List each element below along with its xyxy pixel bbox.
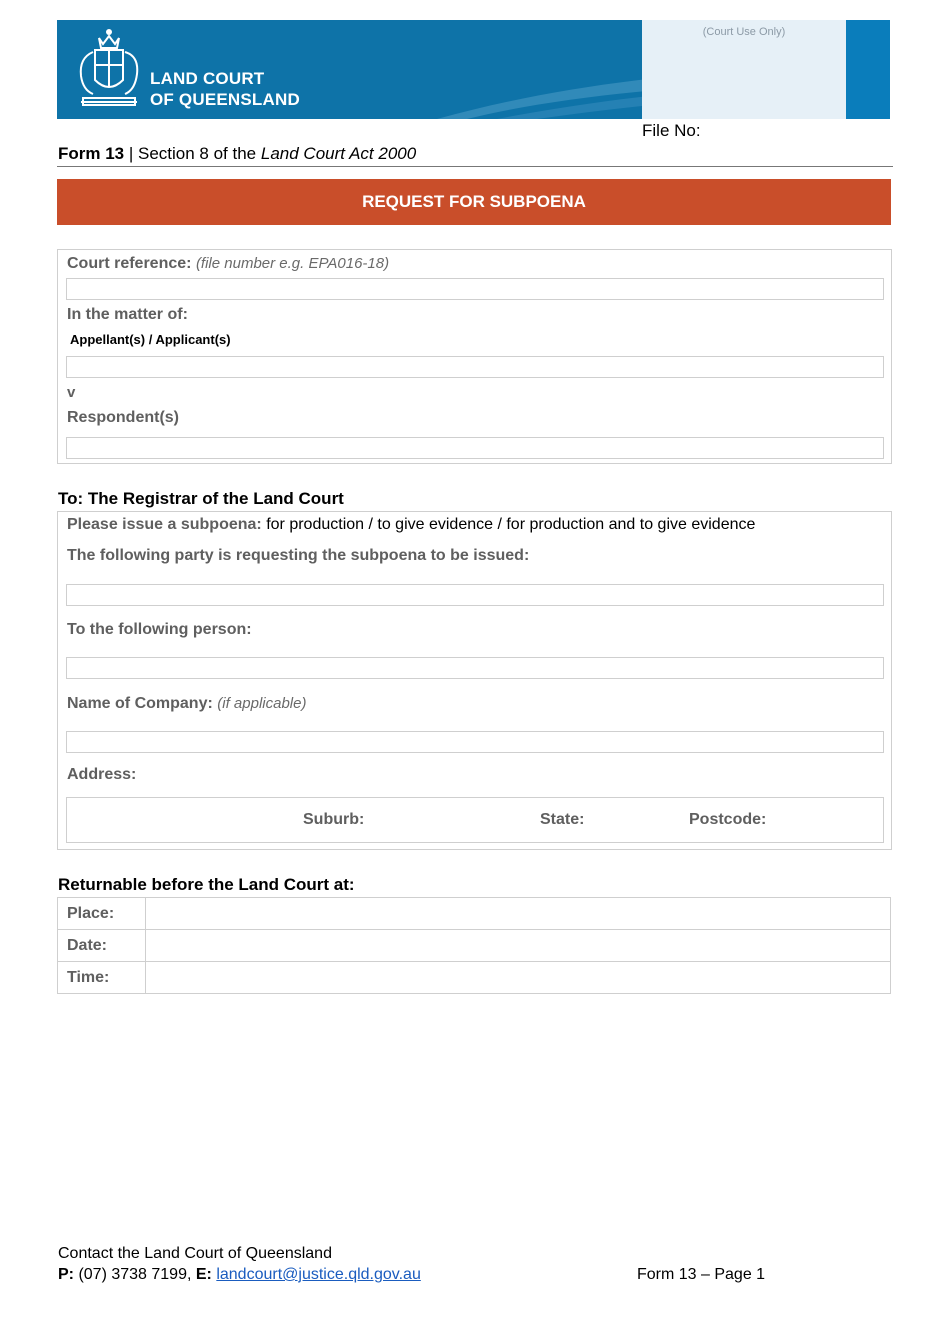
logo-line-1: LAND COURT	[150, 69, 265, 88]
file-no-label: File No:	[642, 121, 701, 140]
queensland-crest-icon	[71, 28, 147, 112]
versus-label: v	[67, 384, 76, 401]
table-row	[58, 930, 891, 962]
land-court-logo-text	[150, 68, 300, 110]
court-reference-field[interactable]	[66, 278, 884, 300]
court-reference-label-row	[67, 255, 389, 273]
header-banner	[57, 20, 890, 119]
appellant-label: Appellant(s) / Applicant(s)	[70, 332, 231, 347]
time-label: Time:	[58, 962, 146, 994]
issue-subpoena-options[interactable]: for production / to give evidence / for production and to give evidence	[266, 516, 756, 533]
email-label: E:	[195, 1266, 212, 1283]
returnable-heading: Returnable before the Land Court at:	[58, 875, 355, 894]
subpoena-section	[57, 511, 892, 850]
phone-label: P:	[58, 1266, 74, 1283]
returnable-table	[57, 897, 891, 994]
form-reference-line	[58, 144, 416, 164]
respondent-label: Respondent(s)	[67, 409, 179, 426]
appellant-field[interactable]	[66, 356, 884, 378]
email-link[interactable]: landcourt@justice.qld.gov.au	[216, 1266, 421, 1283]
registrar-heading: To: The Registrar of the Land Court	[58, 489, 344, 508]
form-number: Form 13	[58, 144, 125, 163]
court-reference-label: Court reference:	[67, 255, 192, 272]
issue-subpoena-row	[67, 516, 755, 534]
date-field[interactable]	[146, 930, 891, 962]
matter-section	[57, 249, 892, 464]
person-field[interactable]	[66, 657, 884, 679]
page-number: Form 13 – Page 1	[637, 1266, 766, 1283]
issue-subpoena-label: Please issue a subpoena:	[67, 516, 262, 533]
court-use-label: (Court Use Only)	[702, 26, 786, 38]
address-label: Address:	[67, 766, 137, 783]
place-label: Place:	[58, 898, 146, 930]
company-field[interactable]	[66, 731, 884, 753]
company-label: Name of Company:	[67, 695, 213, 712]
suburb-label: Suburb:	[303, 811, 365, 828]
company-label-row	[67, 695, 306, 713]
table-row	[58, 898, 891, 930]
court-use-box	[642, 20, 846, 119]
postcode-label: Postcode:	[689, 811, 767, 828]
matter-label: In the matter of:	[67, 306, 188, 323]
form-act: Land Court Act 2000	[260, 144, 417, 163]
phone-number: (07) 3738 7199,	[74, 1266, 196, 1283]
header-divider	[57, 166, 893, 167]
form-section: | Section 8 of the	[124, 144, 261, 163]
address-field[interactable]	[66, 797, 884, 843]
requesting-party-label: The following party is requesting the subpoena to be issued:	[67, 547, 530, 564]
page-title: REQUEST FOR SUBPOENA	[57, 179, 891, 225]
place-field[interactable]	[146, 898, 891, 930]
person-label: To the following person:	[67, 621, 252, 638]
table-row	[58, 962, 891, 994]
company-hint: (if applicable)	[217, 695, 307, 712]
respondent-field[interactable]	[66, 437, 884, 459]
state-label: State:	[540, 811, 585, 828]
banner-right-strip	[846, 20, 890, 119]
footer-contact-details	[58, 1266, 421, 1284]
footer-contact: Contact the Land Court of Queensland	[58, 1245, 332, 1262]
court-reference-hint: (file number e.g. EPA016-18)	[195, 255, 390, 272]
date-label: Date:	[58, 930, 146, 962]
requesting-party-field[interactable]	[66, 584, 884, 606]
time-field[interactable]	[146, 962, 891, 994]
logo-line-2: OF QUEENSLAND	[150, 90, 300, 109]
